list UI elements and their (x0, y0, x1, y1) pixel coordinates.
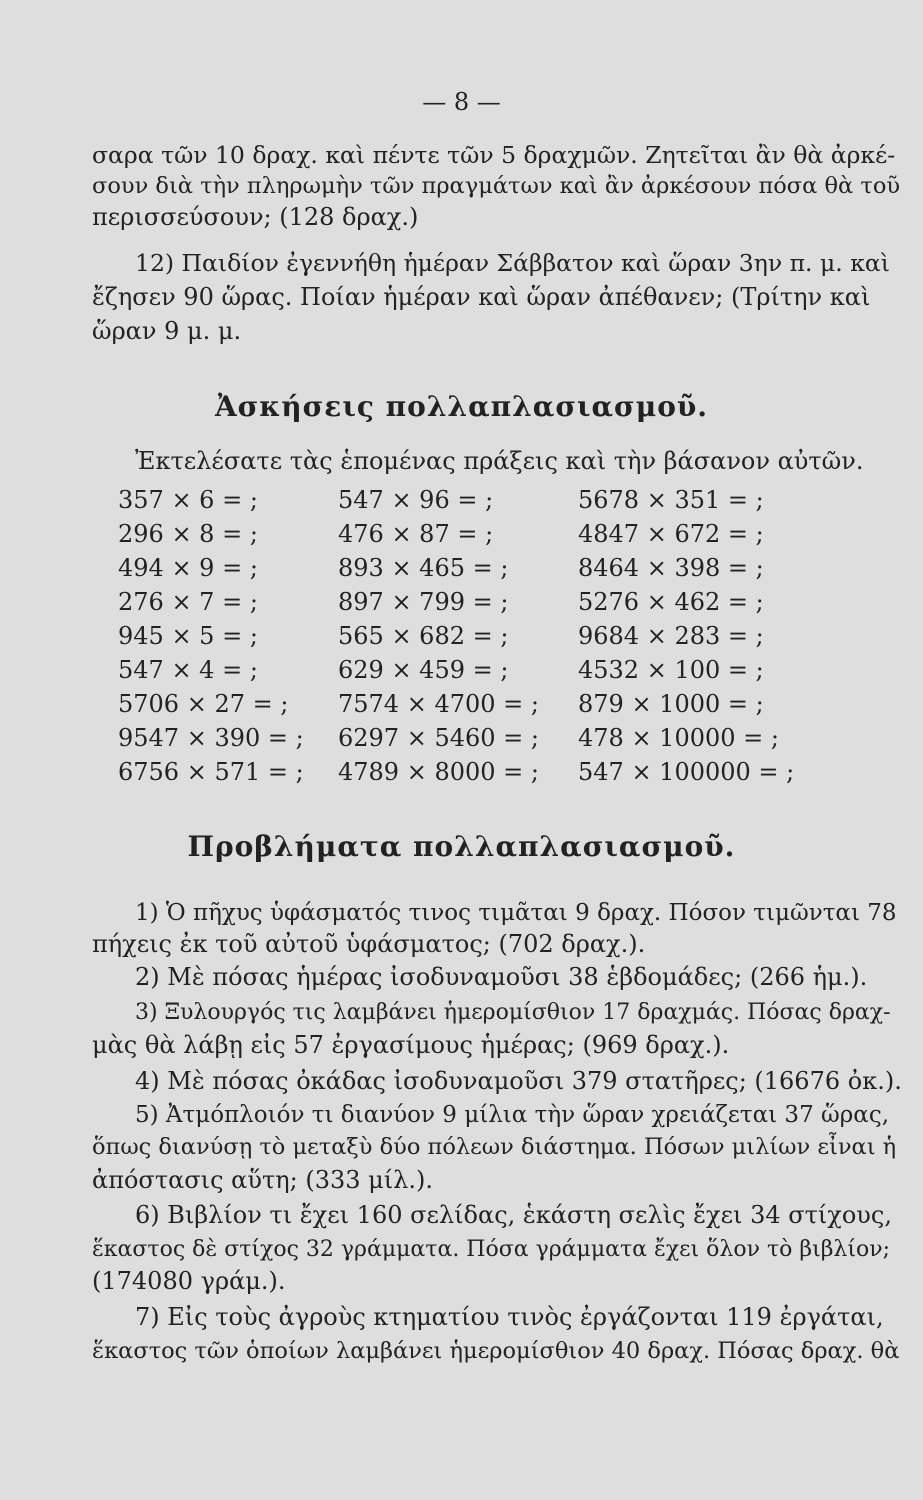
exercise-cell: 4847 × 672 = ; (578, 520, 764, 548)
intro-line: περισσεύσουν; (128 δραχ.) (92, 203, 419, 231)
exercise-cell: 9547 × 390 = ; (118, 724, 304, 752)
intro-line: σουν διὰ τὴν πληρωμὴν τῶν πραγμάτων καὶ ἂν ἀρκέσουν πόσα θὰ τοῦ (92, 173, 901, 199)
problem-line: 5) Ἀτμόπλοιόν τι διανύον 9 μίλια τὴν ὥραν χρειάζεται 37 ὥρας, (135, 1102, 890, 1128)
exercise-cell: 9684 × 283 = ; (578, 622, 764, 650)
section-heading-problems: Προβλήματα πολλαπλασιασμοῦ. (187, 830, 736, 863)
exercise-cell: 879 × 1000 = ; (578, 690, 764, 718)
exercise-cell: 478 × 10000 = ; (578, 724, 779, 752)
exercise-cell: 357 × 6 = ; (118, 486, 258, 514)
problem-line: 1) Ὁ πῆχυς ὑφάσματός τινος τιμᾶται 9 δραχ. Πόσον τιμῶνται 78 (135, 900, 897, 926)
exercise-cell: 4532 × 100 = ; (578, 656, 764, 684)
problem-line: μὰς θὰ λάβῃ εἰς 57 ἐργασίμους ἡμέρας; (969 δραχ.). (92, 1031, 730, 1059)
problem-line: ἕκαστος τῶν ὁποίων λαμβάνει ἡμερομίσθιον 40 δραχ. Πόσας δραχ. θὰ (92, 1338, 900, 1364)
problem-line: (174080 γράμ.). (92, 1267, 286, 1295)
exercise-cell: 5706 × 27 = ; (118, 690, 289, 718)
exercise-cell: 276 × 7 = ; (118, 588, 258, 616)
exercise-cell: 296 × 8 = ; (118, 520, 258, 548)
intro-line: ἔζησεν 90 ὥρας. Ποίαν ἡμέραν καὶ ὥραν ἀπέθανεν; (Τρίτην καὶ (92, 283, 871, 311)
section-heading-exercises: Ἀσκήσεις πολλαπλασιασμοῦ. (214, 390, 709, 423)
problem-line: 2) Μὲ πόσας ἡμέρας ἰσοδυναμοῦσι 38 ἑβδομάδες; (266 ἡμ.). (135, 963, 868, 991)
intro-line: σαρα τῶν 10 δραχ. καὶ πέντε τῶν 5 δραχμῶν. Ζητεῖται ἂν θὰ ἀρκέ- (92, 141, 896, 169)
exercise-cell: 7574 × 4700 = ; (338, 690, 539, 718)
intro-line: 12) Παιδίον ἐγεννήθη ἡμέραν Σάββατον καὶ ὥραν 3ην π. μ. καὶ (135, 249, 890, 277)
exercise-cell: 5678 × 351 = ; (578, 486, 764, 514)
problem-line: 6) Βιβλίον τι ἔχει 160 σελίδας, ἑκάστη σελὶς ἔχει 34 στίχους, (135, 1201, 892, 1229)
exercise-cell: 8464 × 398 = ; (578, 554, 764, 582)
exercise-cell: 945 × 5 = ; (118, 622, 258, 650)
exercise-cell: 547 × 96 = ; (338, 486, 494, 514)
exercise-cell: 565 × 682 = ; (338, 622, 509, 650)
exercise-cell: 6297 × 5460 = ; (338, 724, 539, 752)
problem-line: 3) Ξυλουργός τις λαμβάνει ἡμερομίσθιον 17 δραχμάς. Πόσας δραχ- (135, 1000, 891, 1025)
exercise-cell: 476 × 87 = ; (338, 520, 494, 548)
exercise-cell: 4789 × 8000 = ; (338, 758, 539, 786)
problem-line: ὅπως διανύσῃ τὸ μεταξὺ δύο πόλεων διάστημα. Πόσων μιλίων εἶναι ἡ (92, 1134, 897, 1160)
instruction-line: Ἐκτελέσατε τὰς ἑπομένας πράξεις καὶ τὴν βάσανον αὐτῶν. (135, 447, 864, 475)
problem-line: πήχεις ἐκ τοῦ αὐτοῦ ὑφάσματος; (702 δραχ.). (92, 930, 646, 958)
page-number: — 8 — (422, 88, 501, 116)
exercise-cell: 494 × 9 = ; (118, 554, 258, 582)
exercise-cell: 547 × 100000 = ; (578, 758, 795, 786)
exercise-cell: 893 × 465 = ; (338, 554, 509, 582)
problem-line: 4) Μὲ πόσας ὀκάδας ἰσοδυναμοῦσι 379 στατῆρες; (16676 ὀκ.). (135, 1067, 902, 1095)
problem-line: ἀπόστασις αὕτη; (333 μίλ.). (92, 1166, 433, 1194)
exercise-cell: 5276 × 462 = ; (578, 588, 764, 616)
problem-line: 7) Εἰς τοὺς ἀγροὺς κτηματίου τινὸς ἐργάζονται 119 ἐργάται, (135, 1303, 884, 1331)
intro-line: ὥραν 9 μ. μ. (92, 317, 242, 345)
exercise-cell: 547 × 4 = ; (118, 656, 258, 684)
exercise-cell: 897 × 799 = ; (338, 588, 509, 616)
problem-line: ἕκαστος δὲ στίχος 32 γράμματα. Πόσα γράμματα ἔχει ὅλον τὸ βιβλίον; (92, 1237, 891, 1262)
exercise-cell: 629 × 459 = ; (338, 656, 509, 684)
exercise-cell: 6756 × 571 = ; (118, 758, 304, 786)
